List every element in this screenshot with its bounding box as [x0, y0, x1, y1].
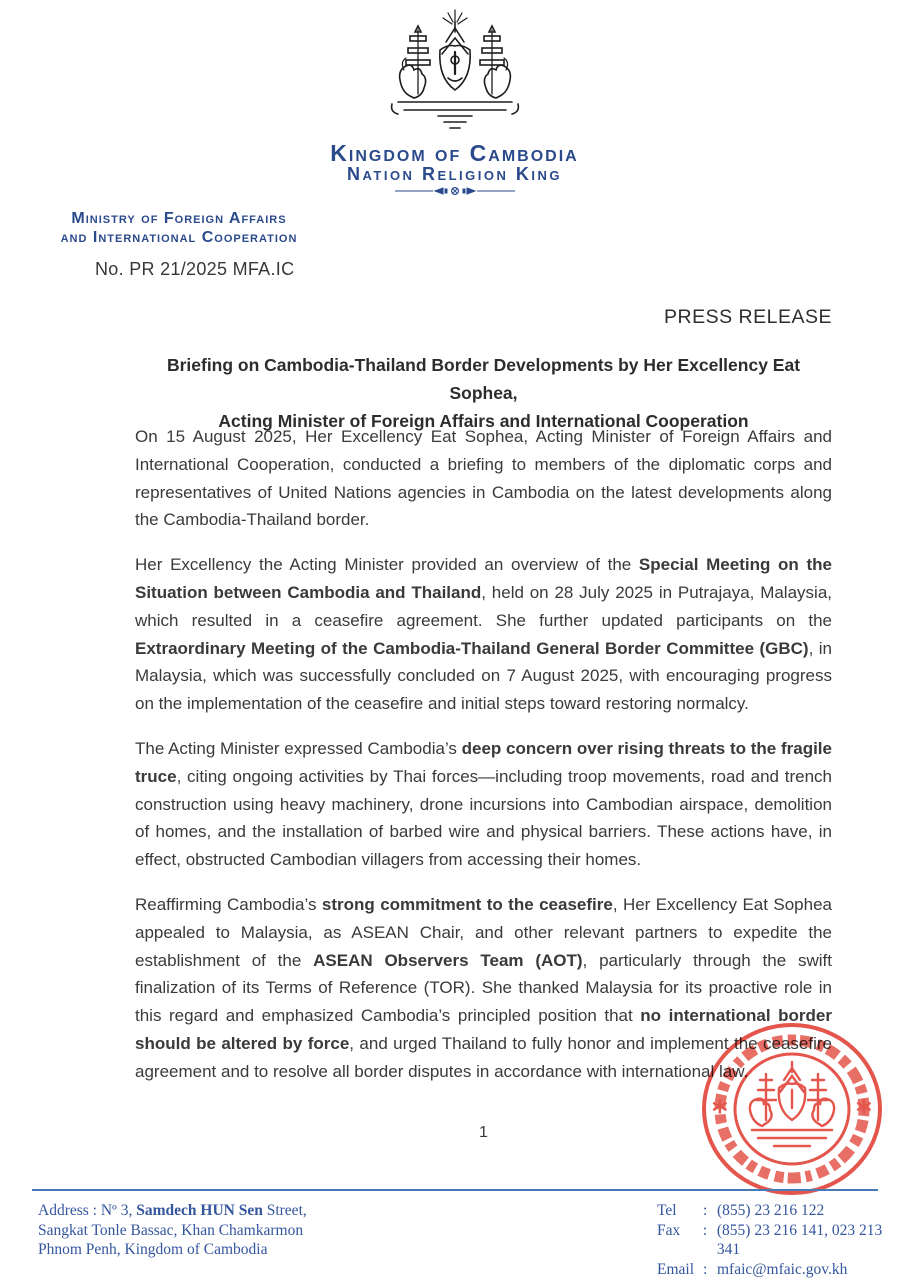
- contact-email: Email : mfaic@mfaic.gov.kh: [657, 1260, 848, 1278]
- royal-arms-icon: [380, 8, 530, 141]
- reference-number: No. PR 21/2025 MFA.IC: [95, 259, 295, 279]
- ministry-name: [28, 209, 330, 247]
- ministry-name-line1: Ministry of Foreign Affairs: [71, 210, 287, 227]
- ministry-seal-stamp-icon: [700, 1022, 884, 1196]
- body-paragraph: The Acting Minister expressed Cambodia’s deep concern over rising threats to the fragile truce, citing ongoing activities by Thai forces—including troop movements, road and trench construction using heavy machinery, drone incursions into Cambodian airspace, demolition of homes, and the installation of barbed wire and physical barriers. These actions have, in effect, obstructed Cambodian villagers from accessing their homes.: [135, 738, 832, 870]
- ministry-name-line2: and International Cooperation: [60, 229, 298, 246]
- document-body: [135, 423, 832, 1103]
- svg-text:*: *: [712, 1095, 728, 1130]
- header-divider-ornament-icon: [395, 184, 515, 202]
- document-title-line1: Briefing on Cambodia-Thailand Border Developments by Her Excellency Eat Sophea,: [166, 355, 801, 403]
- body-paragraph: Her Excellency the Acting Minister provided an overview of the Special Meeting on the Situation between Cambodia and Thailand, held on 28 July 2025 in Putrajaya, Malaysia, which resulted in a ceasefire agreement. She further updated participants on the Extraordinary Meeting of the Cambodia-Thailand General Border Committee (GBC), in Malaysia, which was successfully concluded on 7 August 2025, with encouraging progress on the implementation of the ceasefire and initial steps toward restoring normalcy.: [135, 555, 832, 714]
- address-line3: Phnom Penh, Kingdom of Cambodia: [38, 1241, 268, 1258]
- kingdom-title: Kingdom of Cambodia: [330, 140, 579, 166]
- body-paragraph: On 15 August 2025, Her Excellency Eat Sophea, Acting Minister of Foreign Affairs and International Cooperation, conducted a briefing to members of the diplomatic corps and representatives of United Nations agencies in Cambodia on the latest developments along the Cambodia-Thailand border.: [135, 427, 832, 530]
- svg-text:*: *: [856, 1095, 872, 1130]
- contact-tel: Tel : (855) 23 216 122: [657, 1202, 825, 1219]
- footer-divider: [32, 1189, 878, 1191]
- address-line2: Sangkat Tonle Bassac, Khan Chamkarmon: [38, 1221, 304, 1239]
- address-line1: Address : Nº 3, Samdech HUN Sen Street,: [38, 1202, 307, 1219]
- document-title-line2: Acting Minister of Foreign Affairs and International Cooperation: [218, 411, 749, 431]
- body-paragraph: Reaffirming Cambodia’s strong commitment to the ceasefire, Her Excellency Eat Sophea appealed to Malaysia, as ASEAN Chair, and other relevant partners to expedite the establishment of the ASEAN Observers Team (AOT), particularly through the swift finalization of its Terms of Reference (TOR). She thanked Malaysia for its proactive role in this regard and emphasized Cambodia’s principled position that no international border should be altered by force, and urged Thailand to fully honor and implement the ceasefire agreement and to resolve all border disputes in accordance with international law.: [135, 894, 832, 1081]
- footer-address: [38, 1201, 307, 1260]
- press-release-label: PRESS RELEASE: [664, 306, 832, 328]
- contact-fax: Fax : (855) 23 216 141, 023 213 341: [657, 1221, 883, 1258]
- national-motto: Nation Religion King: [346, 164, 563, 184]
- footer-contacts: [657, 1201, 909, 1279]
- page-number: 1: [479, 1124, 488, 1141]
